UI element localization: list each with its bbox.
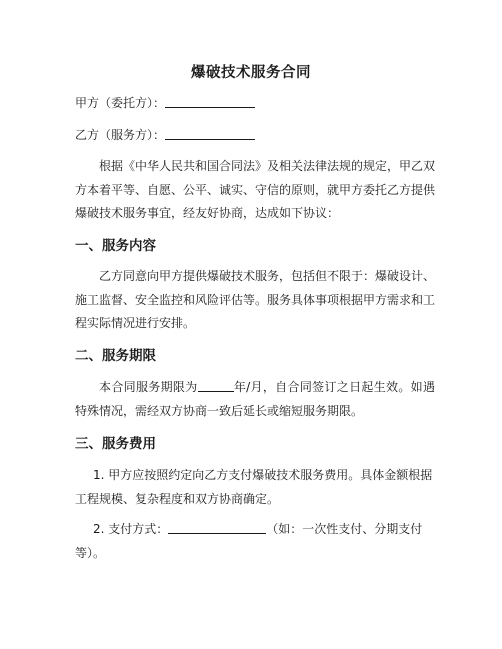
party-a-blank <box>165 95 255 108</box>
party-a-line <box>75 94 255 112</box>
party-b-line <box>75 126 255 144</box>
service-fee-item-2 <box>75 518 437 565</box>
service-period-text-after: 年/月，自合同签订之日起生效。如遇特殊情况，需经双方协商一致后延长或缩短服务期限。 <box>75 380 435 418</box>
service-period-text-before: 本合同服务期限为 <box>99 380 198 394</box>
service-period-blank <box>198 379 234 392</box>
section-heading-service-content: 一、服务内容 <box>75 238 156 254</box>
payment-method-label: 2. 支付方式： <box>93 522 169 536</box>
party-b-blank <box>165 127 255 140</box>
payment-method-blank <box>168 521 266 534</box>
section-heading-service-period: 二、服务期限 <box>75 348 156 364</box>
service-fee-item-1: 1. 甲方应按照约定向乙方支付爆破技术服务费用。具体金额根据工程规模、复杂程度和双方协商确定。 <box>75 468 433 506</box>
party-b-label: 乙方（服务方）： <box>75 128 166 142</box>
service-content-paragraph: 乙方同意向甲方提供爆破技术服务，包括但不限于：爆破设计、施工监督、安全监控和风险评估等。服务具体事项根据甲方需求和工程实际情况进行安排。 <box>75 269 436 330</box>
service-period-paragraph <box>75 376 435 423</box>
section-heading-service-fee: 三、服务费用 <box>75 436 156 452</box>
preamble-paragraph: 根据《中华人民共和国合同法》及相关法律法规的规定，甲乙双方本着平等、自愿、公平、诚实、守信的原则，就甲方委托乙方提供爆破技术服务事宜，经友好协商，达成如下协议： <box>75 159 436 220</box>
document-title: 爆破技术服务合同 <box>191 65 311 81</box>
party-a-label: 甲方（委托方）： <box>75 96 166 110</box>
payment-method-note: （如：一次性支付、分期支付等）。 <box>75 522 423 560</box>
